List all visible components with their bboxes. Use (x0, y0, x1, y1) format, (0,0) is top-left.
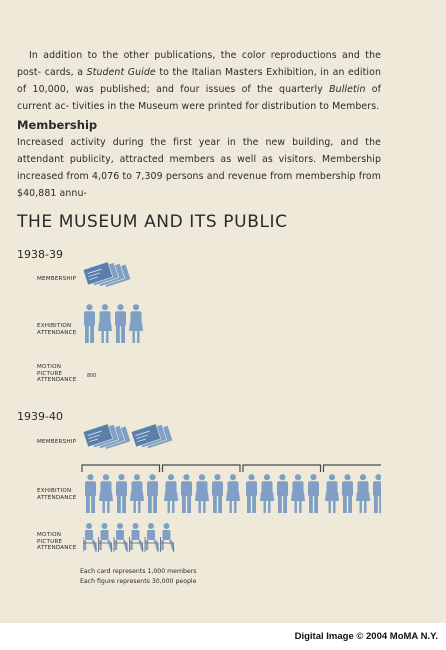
row-label-exhibition-1938: EXHIBITION ATTENDANCE (37, 323, 77, 336)
seated-figure-icon (83, 523, 96, 552)
person-figure-icon (181, 474, 192, 513)
footer-bar (0, 623, 446, 650)
person-figure-icon (212, 474, 223, 513)
frame-bracket (163, 465, 241, 472)
row-label-exhibition-1939: EXHIBITION ATTENDANCE (37, 488, 77, 501)
person-figure-icon (246, 474, 257, 513)
motion-picture-value-1938: 800 (87, 374, 97, 379)
frame-bracket (324, 465, 382, 472)
row-label-membership-1939: MEMBERSHIP (37, 439, 77, 445)
chart-legend (80, 567, 196, 586)
exhibition-figure-row (83, 304, 149, 356)
membership-card-stack (83, 262, 213, 294)
membership-cards-1938 (83, 262, 213, 298)
person-figure-icon (277, 474, 288, 513)
seated-figure-icon (161, 523, 174, 552)
row-label-motion-1938: MOTION PICTURE ATTENDANCE (37, 364, 77, 383)
image-credit: Digital Image © 2004 MoMA N.Y. (294, 631, 438, 642)
period-label-1938: 1938-39 (17, 248, 63, 261)
person-figure-icon (99, 474, 113, 513)
student-guide-title: Student Guide (86, 67, 156, 78)
person-figure-icon (260, 474, 274, 513)
person-figure-icon (130, 474, 144, 513)
membership-card-stack (83, 424, 213, 456)
seated-figure-icon (145, 523, 158, 552)
person-figure-icon (115, 304, 126, 343)
person-figure-icon (129, 304, 143, 343)
membership-cards-1939 (83, 424, 213, 460)
period-label-1939: 1939-40 (17, 410, 63, 423)
membership-paragraph: Increased activity during the first year in the new building, and the attendant publicity, attracted members as well as visitors. Membership increased from 4,076 to 7,309 persons and revenue from membership from $40,881 annu- (17, 137, 381, 199)
seated-figure-icon (130, 523, 143, 552)
motion-picture-figures-1939 (83, 521, 193, 559)
person-figure-icon (226, 474, 240, 513)
seated-figure-icon (99, 523, 112, 552)
person-figure-icon (84, 304, 95, 343)
exhibition-figures-1938 (83, 304, 149, 360)
seated-figure-icon (114, 523, 127, 552)
person-figure-icon (164, 474, 178, 513)
person-figure-icon (147, 474, 158, 513)
person-figure-icon (291, 474, 305, 513)
chart-title: THE MUSEUM AND ITS PUBLIC (17, 212, 288, 232)
frame-bracket (243, 465, 321, 472)
person-figure-icon (195, 474, 209, 513)
row-label-membership-1938: MEMBERSHIP (37, 276, 77, 282)
person-figure-icon (116, 474, 127, 513)
person-figure-icon (342, 474, 353, 513)
intro-line-1: In addition to the other publications, the color reproductions and the post- (17, 50, 381, 78)
frame-bracket (82, 465, 160, 472)
membership-heading: Membership (17, 118, 98, 132)
seated-figure-row (83, 521, 193, 555)
legend-figure: Each figure represents 30,000 people (80, 577, 197, 585)
person-figure-icon (325, 474, 339, 513)
person-figure-icon (356, 474, 370, 513)
exhibition-figure-row (81, 463, 381, 515)
legend-card: Each card represents 1,000 members (80, 568, 197, 575)
person-figure-icon (98, 304, 112, 343)
bulletin-title: Bulletin (329, 84, 366, 95)
exhibition-figures-1939 (81, 463, 381, 519)
person-figure-icon (308, 474, 319, 513)
person-figure-icon (85, 474, 96, 513)
row-label-motion-1939: MOTION PICTURE ATTENDANCE (37, 532, 77, 551)
intro-paragraph: In addition to the other publications, the color reproductions and the post- cards, a Student Guide to the Italian Masters Exhibition, in an edition of 10,000, was published; and four issues of the quarterly Bulletin of current ac- tivities in the Museum were printed for distribution to Members. (17, 50, 381, 112)
person-figure-icon (373, 474, 381, 513)
